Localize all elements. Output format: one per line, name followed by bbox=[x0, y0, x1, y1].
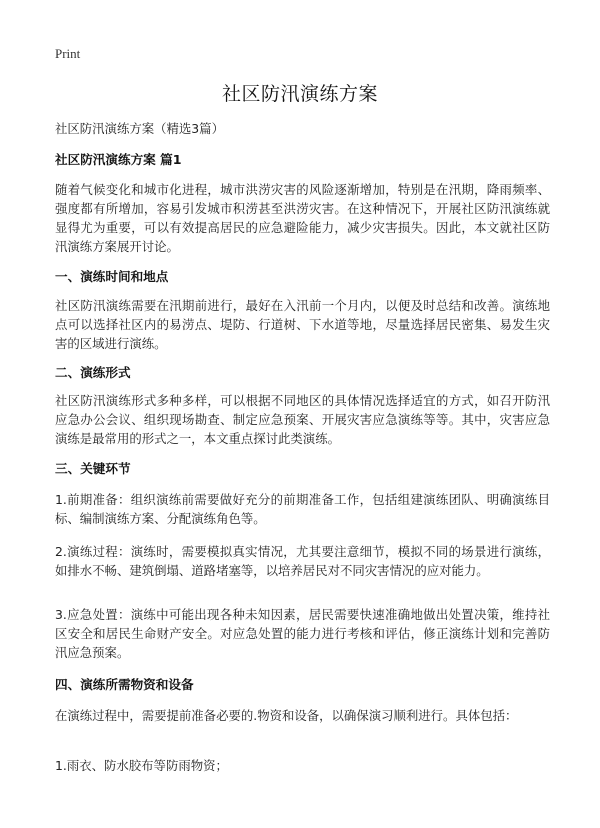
list-item: 1.前期准备：组织演练前需要做好充分的前期准备工作，包括组建演练团队、明确演练目标、编制演练方案、分配演练角色等。 bbox=[55, 492, 550, 526]
list-item: 3.应急处置：演练中可能出现各种未知因素，居民需要快速准确地做出处置决策，维持社区安全和居民生命财产安全。对应急处置的能力进行考核和评估，修正演练计划和完善防汛应急预案。 bbox=[55, 607, 550, 660]
section-paragraph: 社区防汛演练形式多种多样，可以根据不同地区的具体情况选择适宜的方式，如召开防汛应急办公会议、组织现场勘查、制定应急预案、开展灾害应急演练等等。其中，灾害应急演练是最常用的形式之一，本文重点探讨此类演练。 bbox=[55, 393, 550, 446]
intro-paragraph: 随着气候变化和城市化进程，城市洪涝灾害的风险逐渐增加，特别是在汛期，降雨频率、强度都有所增加，容易引发城市积涝甚至洪涝灾害。在这种情况下，开展社区防汛演练就显得尤为重要，可以有效提高居民的应急避险能力，减少灾害损失。因此，本文就社区防汛演练方案展开讨论。 bbox=[55, 182, 550, 254]
section-paragraph: 社区防汛演练需要在汛期前进行，最好在入汛前一个月内，以便及时总结和改善。演练地点可以选择社区内的易涝点、堤防、行道树、下水道等地，尽量选择居民密集、易发生灾害的区域进行演练。 bbox=[55, 298, 550, 351]
section-paragraph: 在演练过程中，需要提前准备必要的.物资和设备，以确保演习顺利进行。具体包括： bbox=[55, 708, 518, 723]
print-link[interactable]: Print bbox=[55, 46, 81, 61]
article-heading: 社区防汛演练方案 篇1 bbox=[55, 152, 182, 167]
page-title: 社区防汛演练方案 bbox=[221, 83, 378, 105]
section-heading-supplies: 四、演练所需物资和设备 bbox=[55, 677, 194, 692]
document-subtitle: 社区防汛演练方案（精选3篇） bbox=[55, 121, 224, 136]
list-item: 2.演练过程：演练时，需要模拟真实情况，尤其要注意细节，模拟不同的场景进行演练，如排水不畅、建筑倒塌、道路堵塞等，以培养居民对不同灾害情况的应对能力。 bbox=[55, 544, 550, 578]
section-heading-time-place: 一、演练时间和地点 bbox=[55, 269, 169, 284]
section-heading-key-steps: 三、关键环节 bbox=[55, 461, 131, 476]
list-item: 1.雨衣、防水胶布等防雨物资； bbox=[55, 758, 228, 773]
section-heading-format: 二、演练形式 bbox=[55, 365, 131, 380]
